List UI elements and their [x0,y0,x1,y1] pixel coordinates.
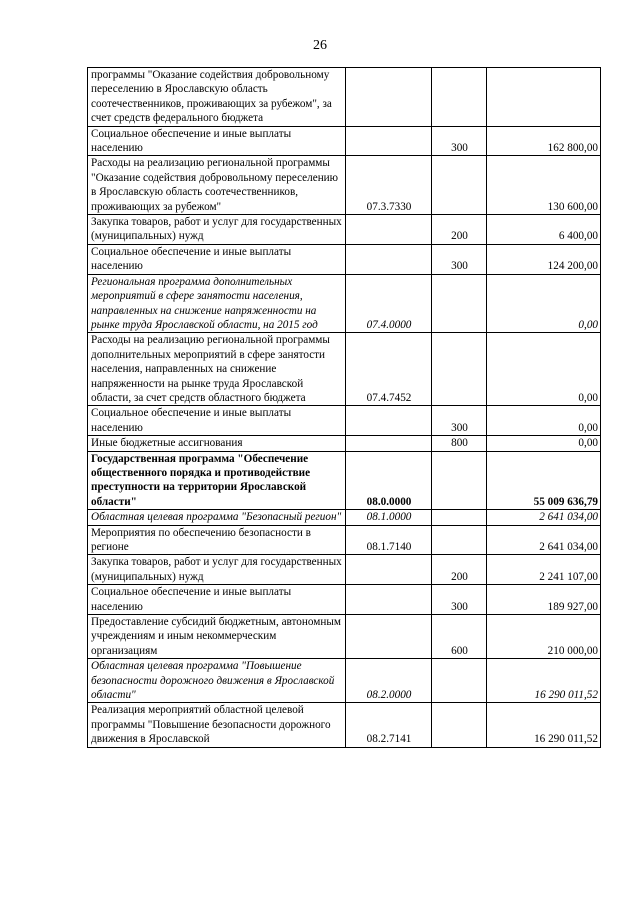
row-code-cell [346,615,432,659]
row-name-cell: программы "Оказание содействия добровольному переселению в Ярославскую область соотечественников, проживающих за рубежом", за счет средств федерального бюджета [88,68,346,127]
row-sum-cell: 0,00 [487,436,601,451]
row-code-cell [346,585,432,615]
row-type-cell [432,510,487,525]
table-row [88,406,601,436]
row-type-cell: 600 [432,615,487,659]
row-name-cell: Иные бюджетные ассигнования [88,436,346,451]
row-sum-cell [487,68,601,127]
row-sum-cell: 0,00 [487,406,601,436]
row-type-cell [432,68,487,127]
table-row [88,510,601,525]
row-code-cell [346,126,432,156]
table-row [88,126,601,156]
table-row [88,703,601,747]
table-row [88,333,601,406]
row-sum-cell: 189 927,00 [487,585,601,615]
row-name-cell: Предоставление субсидий бюджетным, автономным учреждениям и иным некоммерческим организациям [88,615,346,659]
row-sum-cell: 2 241 107,00 [487,555,601,585]
table-row [88,215,601,245]
table-row [88,525,601,555]
table-row [88,659,601,703]
row-code-cell: 07.4.0000 [346,274,432,333]
row-sum-cell: 162 800,00 [487,126,601,156]
row-name-cell: Областная целевая программа "Повышение безопасности дорожного движения в Ярославской области" [88,659,346,703]
row-name-cell: Закупка товаров, работ и услуг для государственных (муниципальных) нужд [88,215,346,245]
row-code-cell [346,436,432,451]
row-code-cell: 07.4.7452 [346,333,432,406]
row-type-cell [432,659,487,703]
row-sum-cell: 210 000,00 [487,615,601,659]
table-row [88,585,601,615]
row-type-cell: 200 [432,555,487,585]
row-sum-cell: 0,00 [487,333,601,406]
row-sum-cell: 2 641 034,00 [487,510,601,525]
table-row [88,555,601,585]
table-row [88,244,601,274]
row-name-cell: Социальное обеспечение и иные выплаты населению [88,406,346,436]
table-row [88,615,601,659]
row-name-cell: Реализация мероприятий областной целевой программы "Повышение безопасности дорожного движения в Ярославской [88,703,346,747]
row-type-cell: 300 [432,406,487,436]
table-row [88,156,601,215]
table-row [88,451,601,510]
row-name-cell: Расходы на реализацию региональной программы "Оказание содействия добровольному переселению в Ярославскую область соотечественников, проживающих за рубежом" [88,156,346,215]
row-type-cell [432,274,487,333]
row-code-cell [346,244,432,274]
row-code-cell [346,406,432,436]
table-row [88,274,601,333]
table-row [88,436,601,451]
row-name-cell: Закупка товаров, работ и услуг для государственных (муниципальных) нужд [88,555,346,585]
row-code-cell: 08.2.0000 [346,659,432,703]
row-sum-cell: 130 600,00 [487,156,601,215]
budget-table-body [88,68,601,748]
row-code-cell: 08.0.0000 [346,451,432,510]
row-type-cell: 300 [432,244,487,274]
row-name-cell: Мероприятия по обеспечению безопасности в регионе [88,525,346,555]
row-code-cell [346,68,432,127]
row-type-cell [432,156,487,215]
row-name-cell: Региональная программа дополнительных мероприятий в сфере занятости населения, направленных на снижение напряженности на рынке труда Ярославской области, на 2015 год [88,274,346,333]
row-name-cell: Социальное обеспечение и иные выплаты населению [88,585,346,615]
row-type-cell: 300 [432,126,487,156]
row-name-cell: Социальное обеспечение и иные выплаты населению [88,244,346,274]
row-sum-cell: 55 009 636,79 [487,451,601,510]
row-sum-cell: 124 200,00 [487,244,601,274]
row-code-cell [346,555,432,585]
row-code-cell: 07.3.7330 [346,156,432,215]
row-sum-cell: 2 641 034,00 [487,525,601,555]
row-code-cell: 08.1.0000 [346,510,432,525]
row-sum-cell: 6 400,00 [487,215,601,245]
row-sum-cell: 16 290 011,52 [487,659,601,703]
row-code-cell [346,215,432,245]
row-type-cell [432,333,487,406]
row-name-cell: Областная целевая программа "Безопасный регион" [88,510,346,525]
row-name-cell: Расходы на реализацию региональной программы дополнительных мероприятий в сфере занятости населения, направленных на снижение напряженности на рынке труда Ярославской области, за счет средств областного бюджета [88,333,346,406]
page-number: 26 [313,38,327,53]
row-name-cell: Социальное обеспечение и иные выплаты населению [88,126,346,156]
row-sum-cell: 0,00 [487,274,601,333]
row-sum-cell: 16 290 011,52 [487,703,601,747]
table-row [88,68,601,127]
row-name-cell: Государственная программа "Обеспечение общественного порядка и противодействие преступности на территории Ярославской области" [88,451,346,510]
row-code-cell: 08.2.7141 [346,703,432,747]
row-type-cell: 300 [432,585,487,615]
row-type-cell: 800 [432,436,487,451]
row-code-cell: 08.1.7140 [346,525,432,555]
row-type-cell [432,703,487,747]
row-type-cell [432,451,487,510]
row-type-cell [432,525,487,555]
budget-table [87,67,601,748]
row-type-cell: 200 [432,215,487,245]
